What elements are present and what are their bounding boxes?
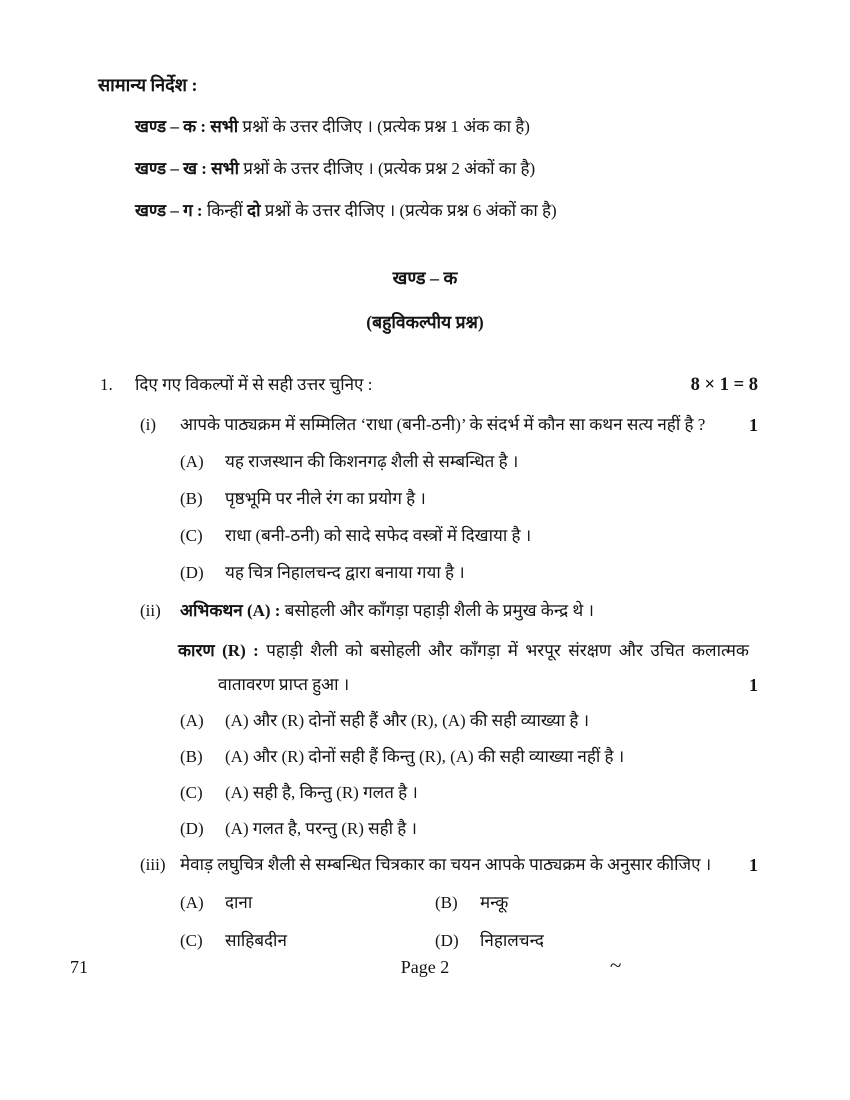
section-subtitle: (बहुविकल्पीय प्रश्न)	[366, 312, 484, 332]
instruction-text: प्रश्नों के उत्तर दीजिए । (प्रत्येक प्रश्न 2 अंकों का है)	[239, 159, 536, 178]
option-text: निहालचन्द	[480, 931, 544, 950]
sub-question-text: मेवाड़ लघुचित्र शैली से सम्बन्धित चित्रकार का चयन आपके पाठ्यक्रम के अनुसार कीजिए ।	[180, 855, 712, 874]
option-label: (D)	[180, 819, 204, 838]
option-label: (A)	[180, 711, 204, 730]
option-ii-a	[180, 704, 758, 738]
option-text: पृष्ठभूमि पर नीले रंग का प्रयोग है ।	[225, 489, 426, 508]
option-text: यह चित्र निहालचन्द द्वारा बनाया गया है ।	[225, 563, 465, 582]
option-label: (C)	[180, 931, 203, 950]
marks-value: 1	[749, 675, 758, 695]
option-label: (D)	[435, 931, 459, 950]
option-text: (A) गलत है, परन्तु (R) सही है ।	[225, 819, 418, 838]
instruction-section-c	[135, 194, 850, 228]
option-row-iii-1	[180, 886, 758, 920]
sub-question-number: (iii)	[140, 855, 166, 874]
instruction-section-a	[135, 110, 850, 144]
instruction-bold-text: दो	[247, 201, 261, 220]
instruction-text: किन्हीं	[202, 201, 248, 220]
reason-body: पहाड़ी शैली को बसोहली और काँगड़ा में भरपूर संरक्षण और उचित कलात्मक वातावरण प्राप्त हुआ ।	[218, 641, 749, 694]
section-title: खण्ड – क	[392, 268, 458, 288]
question-1-header	[100, 368, 758, 402]
option-text: राधा (बनी-ठनी) को सादे सफेद वस्त्रों में दिखाया है ।	[225, 526, 532, 545]
option-text: दाना	[225, 893, 253, 912]
option-i-a	[180, 445, 758, 479]
general-instructions-heading: सामान्य निर्देश :	[98, 75, 198, 95]
sub-question-text: आपके पाठ्यक्रम में सम्मिलित ‘राधा (बनी-ठनी)’ के संदर्भ में कौन सा कथन सत्य नहीं है ?	[180, 415, 706, 434]
instruction-bold-text: खण्ड – ग :	[135, 201, 203, 220]
option-label: (D)	[180, 563, 204, 582]
paper-code: 71	[70, 957, 88, 977]
option-text: साहिबदीन	[225, 931, 287, 950]
reason-label: कारण (R) :	[178, 641, 259, 660]
option-label: (B)	[435, 893, 458, 912]
option-text: यह राजस्थान की किशनगढ़ शैली से सम्बन्धित है ।	[225, 452, 519, 471]
option-label: (A)	[180, 452, 204, 471]
instruction-text: प्रश्नों के उत्तर दीजिए । (प्रत्येक प्रश्न 6 अंकों का है)	[260, 201, 557, 220]
option-label: (A)	[180, 893, 204, 912]
option-i-c	[180, 519, 758, 553]
page-number: Page 2	[400, 957, 450, 977]
option-ii-d	[180, 812, 758, 846]
option-label: (C)	[180, 526, 203, 545]
assertion-text	[180, 594, 758, 628]
question-text: दिए गए विकल्पों में से सही उत्तर चुनिए :	[135, 375, 373, 394]
sub-question-number: (ii)	[140, 601, 161, 620]
marks-total: 8 × 1 = 8	[690, 375, 758, 395]
question-number: 1.	[100, 375, 113, 394]
option-text: मन्कू	[480, 893, 509, 912]
instruction-bold-text: खण्ड – क : सभी	[135, 117, 239, 136]
reason-paragraph	[178, 634, 749, 702]
assertion-body: बसोहली और काँगड़ा पहाड़ी शैली के प्रमुख केन्द्र थे ।	[280, 601, 594, 620]
option-i-b	[180, 482, 758, 516]
instruction-bold-text: खण्ड – ख : सभी	[135, 159, 239, 178]
option-ii-c	[180, 776, 758, 810]
marks-value: 1	[749, 855, 758, 875]
option-text: (A) और (R) दोनों सही हैं और (R), (A) की सही व्याख्या है ।	[225, 711, 590, 730]
option-label: (B)	[180, 747, 203, 766]
marks-value: 1	[749, 415, 758, 435]
option-i-d	[180, 556, 758, 590]
assertion-label: अभिकथन (A) :	[180, 601, 281, 620]
option-ii-b	[180, 740, 758, 774]
option-label: (B)	[180, 489, 203, 508]
sub-question-i	[140, 408, 758, 442]
sub-question-ii-assertion	[140, 594, 758, 628]
instruction-text: प्रश्नों के उत्तर दीजिए । (प्रत्येक प्रश्न 1 अंक का है)	[238, 117, 530, 136]
sub-question-iii	[140, 848, 758, 882]
sub-question-number: (i)	[140, 415, 157, 434]
tilde-mark: ~	[610, 953, 622, 977]
instruction-section-b	[135, 152, 850, 186]
option-text: (A) सही है, किन्तु (R) गलत है ।	[225, 783, 418, 802]
option-text: (A) और (R) दोनों सही हैं किन्तु (R), (A) की सही व्याख्या नहीं है ।	[225, 747, 625, 766]
sub-question-ii-reason	[178, 634, 758, 702]
page-footer	[0, 950, 850, 984]
option-label: (C)	[180, 783, 203, 802]
